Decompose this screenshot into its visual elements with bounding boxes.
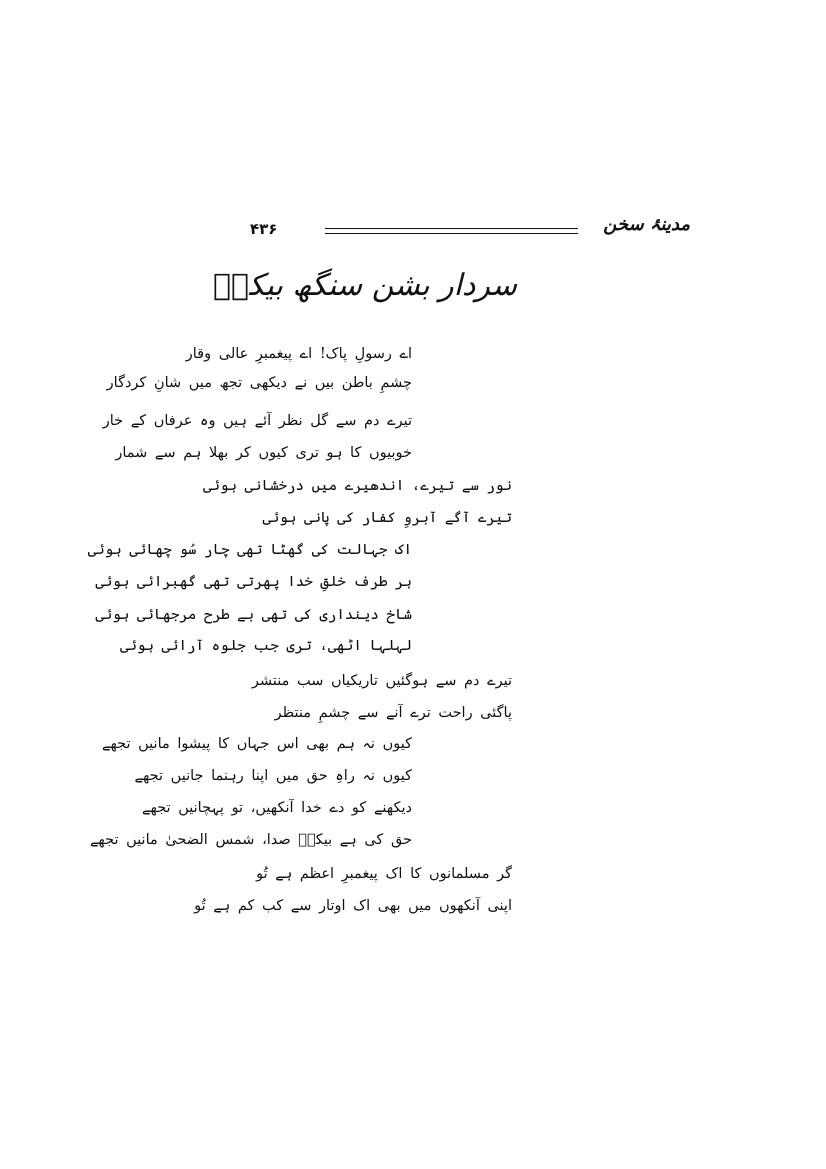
- poem-line: خوبیوں کا ہو تری کیوں کر بھلا ہم سے شمار: [115, 445, 412, 461]
- book-title: مدینۂ سخن: [603, 214, 690, 235]
- poem-line: ہر طرف خلقِ خدا پھرتی تھی گھبرائی ہوئی: [95, 574, 412, 590]
- poem-line: پاگئی راحت ترے آنے سے چشمِ منتظر: [274, 705, 512, 721]
- poem-line: کیوں نہ راہِ حق میں اپنا رہنما جانیں تجھے: [134, 768, 412, 784]
- poem-line: اک جہالت کی گھٹا تھی چار سُو چھائی ہوئی: [87, 542, 412, 558]
- poem-line: اے رسولِ پاک! اے پیغمبرِ عالی وقار: [185, 346, 412, 362]
- poem-line: چشمِ باطن بیں نے دیکھی تجھ میں شانِ کردگار: [106, 375, 412, 391]
- poem-line: تیرے آگے آبروِ کفار کی پانی ہوئی: [262, 510, 512, 526]
- header-double-rule: [325, 228, 578, 234]
- poem-line: شاخ دینداری کی تھی بے طرح مرجھائی ہوئی: [95, 607, 412, 623]
- poem-line: تیرے دم سے گل نظر آئے ہیں وہ عرفاں کے خار: [102, 413, 412, 429]
- page-header: [250, 214, 690, 248]
- poem-line: دیکھنے کو دے خدا آنکھیں، تو پہچانیں تجھے: [142, 800, 412, 816]
- poem-line: تیرے دم سے ہوگئیں تاریکیاں سب منتشر: [251, 673, 512, 689]
- poem-line: اپنی آنکھوں میں بھی اک اوتار سے کب کم ہے تُو: [194, 898, 512, 914]
- poet-name: سردار بشن سنگھ بیکلؔ: [212, 268, 518, 303]
- poem-line: کیوں نہ ہم بھی اس جہاں کا پیشوا مانیں تجھے: [101, 736, 412, 752]
- poem-line: گر مسلمانوں کا اک پیغمبرِ اعظم ہے تُو: [256, 866, 512, 882]
- poem-line: حق کی ہے بیکلؔ صدا، شمس الضحیٰ مانیں تجھے: [89, 832, 412, 848]
- poem-line: لہلہا اٹھی، تری جب جلوہ آرائی ہوئی: [119, 638, 412, 654]
- poem-line: نور سے تیرے، اندھیرے میں درخشانی ہوئی: [202, 478, 512, 494]
- page-number: ۴۳۶: [250, 220, 278, 238]
